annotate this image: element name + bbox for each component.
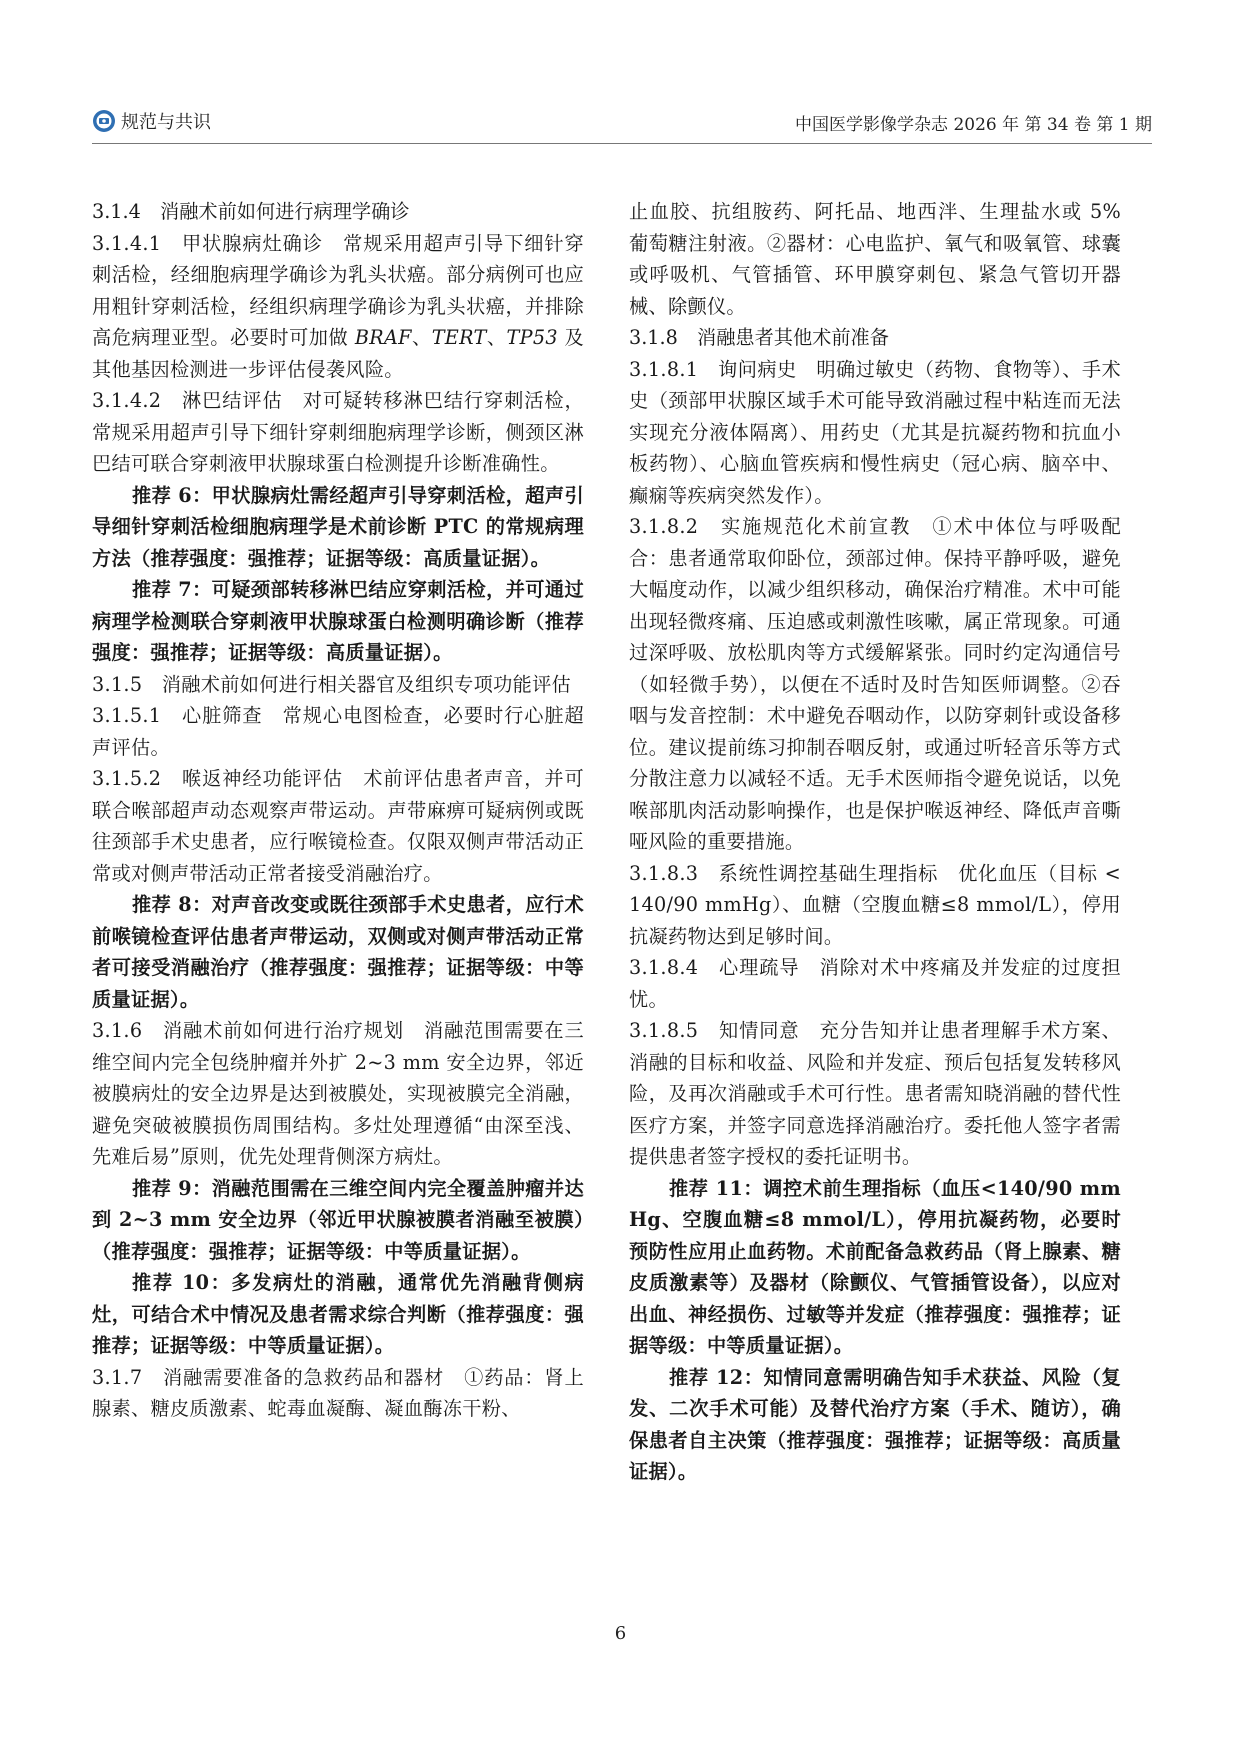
gene-tert: TERT (431, 326, 487, 349)
recommendation-11: 推荐 11：调控术前生理指标（血压<140/90 mmHg、空腹血糖≤8 mmol/L），停用抗凝药物，必要时预防性应用止血药物。术前配备急救药品（肾上腺素、糖皮质激素等）及器材（除颤仪、气管插管设备），以应对出血、神经损伤、过敏等并发症（推荐强度：强推荐；证据等级：中等质量证据）。 (629, 1176, 1121, 1357)
paragraph-text: 充分告知并让患者理解手术方案、消融的目标和收益、风险和并发症、预后包括复发转移风险，及再次消融或手术可行性。患者需知晓消融的替代性医疗方案，并签字同意选择消融治疗。委托他人签字者需提供患者签字授权的委托证明书。 (629, 1019, 1122, 1168)
section-label: 规范与共识 (121, 112, 211, 133)
gene-braf: BRAF (354, 326, 412, 349)
section-3-1-5-2 (92, 763, 584, 889)
page-number: 6 (614, 1623, 627, 1644)
subsection-heading: 3.1.6 消融术前如何进行治疗规划 (92, 1019, 424, 1042)
section-3-1-5-title: 3.1.5 消融术前如何进行相关器官及组织专项功能评估 (92, 672, 572, 696)
subsection-heading: 3.1.8.1 询问病史 (629, 357, 817, 381)
paragraph-text: 消融范围需要在三维空间内完全包绕肿瘤并外扩 2~3 mm 安全边界，邻近被膜病灶的安全边界是达到被膜处，实现被膜完全消融，避免突破被膜损伤周围结构。多灶处理遵循“由深至浅、先难后易”原则，优先处理背侧深方病灶。 (92, 1019, 584, 1168)
section-3-1-8-title: 3.1.8 消融患者其他术前准备 (629, 326, 889, 349)
section-3-1-4-title: 3.1.4 消融术前如何进行病理学确诊 (92, 200, 410, 223)
section-3-1-4-2 (92, 385, 584, 480)
section-3-1-8-4 (629, 952, 1121, 1015)
paragraph-text: ①药品：肾上腺素、糖皮质激素、蛇毒血凝酶、凝血酶冻干粉、 (92, 1365, 584, 1420)
recommendation-6: 推荐 6：甲状腺病灶需经超声引导穿刺活检，超声引导细针穿刺活检细胞病理学是术前诊断 PTC 的常规病理方法（推荐强度：强推荐；证据等级：高质量证据）。 (92, 483, 584, 570)
section-3-1-8-5 (629, 1015, 1121, 1173)
paragraph-text: 优化血压（目标 <140/90 mmHg）、血糖（空腹血糖≤8 mmol/L），停用抗凝药物达到足够时间。 (629, 861, 1121, 948)
paragraph-text: 及其他基因检测进一步评估侵袭风险。 (92, 326, 584, 381)
paragraph-text: 消除对术中疼痛及并发症的过度担忧。 (629, 956, 1122, 1011)
recommendation-12: 推荐 12：知情同意需明确告知手术获益、风险（复发、二次手术可能）及替代治疗方案（手术、随访），确保患者自主决策（推荐强度：强推荐；证据等级：高质量证据）。 (629, 1365, 1121, 1483)
subsection-heading: 3.1.4.2 淋巴结评估 (92, 389, 303, 412)
separator: 、 (486, 326, 507, 349)
subsection-heading: 3.1.8.3 系统性调控基础生理指标 (629, 861, 959, 885)
journal-info: 中国医学影像学杂志 2026 年 第 34 卷 第 1 期 (795, 115, 1152, 135)
section-3-1-7 (92, 1362, 584, 1425)
paragraph-text: 对可疑转移淋巴结行穿刺活检，常规采用超声引导下细针穿刺细胞病理学诊断，侧颈区淋巴结可联合穿刺液甲状腺球蛋白检测提升诊断准确性。 (92, 389, 584, 475)
paragraph-text: 常规采用超声引导下细针穿刺活检，经细胞病理学确诊为乳头状癌。部分病例可也应用粗针穿刺活检，经组织病理学确诊为乳头状癌，并排除高危病理亚型。必要时可加做 (92, 231, 584, 349)
subsection-heading: 3.1.5.2 喉返神经功能评估 (92, 767, 364, 790)
section-3-1-7-continued: 止血胶、抗组胺药、阿托品、地西泮、生理盐水或 5% 葡萄糖注射液。②器材：心电监护、氧气和吸氧管、球囊或呼吸机、气管插管、环甲膜穿刺包、紧急气管切开器械、除颤仪。 (629, 200, 1121, 318)
paragraph-text: 常规心电图检查，必要时行心脏超声评估。 (92, 704, 585, 759)
section-3-1-4-1 (92, 228, 584, 386)
running-header (92, 108, 1152, 142)
paragraph-text: 术前评估患者声音，并可联合喉部超声动态观察声带运动。声带麻痹可疑病例或既往颈部手术史患者，应行喉镜检查。仅限双侧声带活动正常或对侧声带活动正常者接受消融治疗。 (92, 767, 584, 885)
section-3-1-8-1 (629, 354, 1121, 512)
recommendation-7: 推荐 7：可疑颈部转移淋巴结应穿刺活检，并可通过病理学检测联合穿刺液甲状腺球蛋白检测明确诊断（推荐强度：强推荐；证据等级：高质量证据）。 (92, 578, 584, 664)
subsection-heading: 3.1.8.5 知情同意 (629, 1019, 820, 1042)
header-divider (92, 143, 1152, 144)
section-3-1-6 (92, 1015, 584, 1173)
section-3-1-8-3 (629, 858, 1121, 953)
paragraph-text: 明确过敏史（药物、食物等）、手术史（颈部甲状腺区域手术可能导致消融过程中粘连而无法实现充分液体隔离）、用药史（尤其是抗凝药物和抗血小板药物）、心脑血管疾病和慢性病史（冠心病、脑卒中、癫痫等疾病突然发作）。 (629, 357, 1121, 507)
section-3-1-8-2 (629, 511, 1121, 858)
recommendation-9: 推荐 9：消融范围需在三维空间内完全覆盖肿瘤并达到 2~3 mm 安全边界（邻近甲状腺被膜者消融至被膜）（推荐强度：强推荐；证据等级：中等质量证据）。 (92, 1176, 584, 1263)
subsection-heading: 3.1.4.1 甲状腺病灶确诊 (92, 231, 344, 255)
separator: 、 (411, 326, 432, 349)
subsection-heading: 3.1.5.1 心脏筛查 (92, 704, 283, 727)
recommendation-8: 推荐 8：对声音改变或既往颈部手术史患者，应行术前喉镜检查评估患者声带运动，双侧或对侧声带活动正常者可接受消融治疗（推荐强度：强推荐；证据等级：中等质量证据）。 (92, 893, 584, 1011)
right-column (629, 196, 1121, 1488)
subsection-heading: 3.1.8.2 实施规范化术前宣教 (629, 515, 933, 538)
subsection-heading: 3.1.8.4 心理疏导 (629, 956, 820, 979)
section-3-1-5-1 (92, 700, 584, 763)
gene-tp53: TP53 (506, 326, 558, 349)
left-column (92, 196, 584, 1425)
recommendation-10: 推荐 10：多发病灶的消融，通常优先消融背侧病灶，可结合术中情况及患者需求综合判断（推荐强度：强推荐；证据等级：中等质量证据）。 (92, 1271, 584, 1357)
header-left (92, 108, 211, 134)
subsection-heading: 3.1.7 消融需要准备的急救药品和器材 (92, 1365, 465, 1389)
paragraph-text: ①术中体位与呼吸配合：患者通常取仰卧位，颈部过伸。保持平静呼吸，避免大幅度动作，以减少组织移动，确保治疗精准。术中可能出现轻微疼痛、压迫感或刺激性咳嗽，属正常现象。可通过深呼吸、放松肌肉等方式缓解紧张。同时约定沟通信号（如轻微手势），以便在不适时及时告知医师调整。②吞咽与发音控制：术中避免吞咽动作，以防穿刺针或设备移位。建议提前练习抑制吞咽反射，或通过听轻音乐等方式分散注意力以减轻不适。无手术医师指令避免说话，以免喉部肌肉活动影响操作，也是保护喉返神经、降低声音嘶哑风险的重要措施。 (629, 515, 1121, 853)
journal-logo-icon (92, 109, 116, 133)
